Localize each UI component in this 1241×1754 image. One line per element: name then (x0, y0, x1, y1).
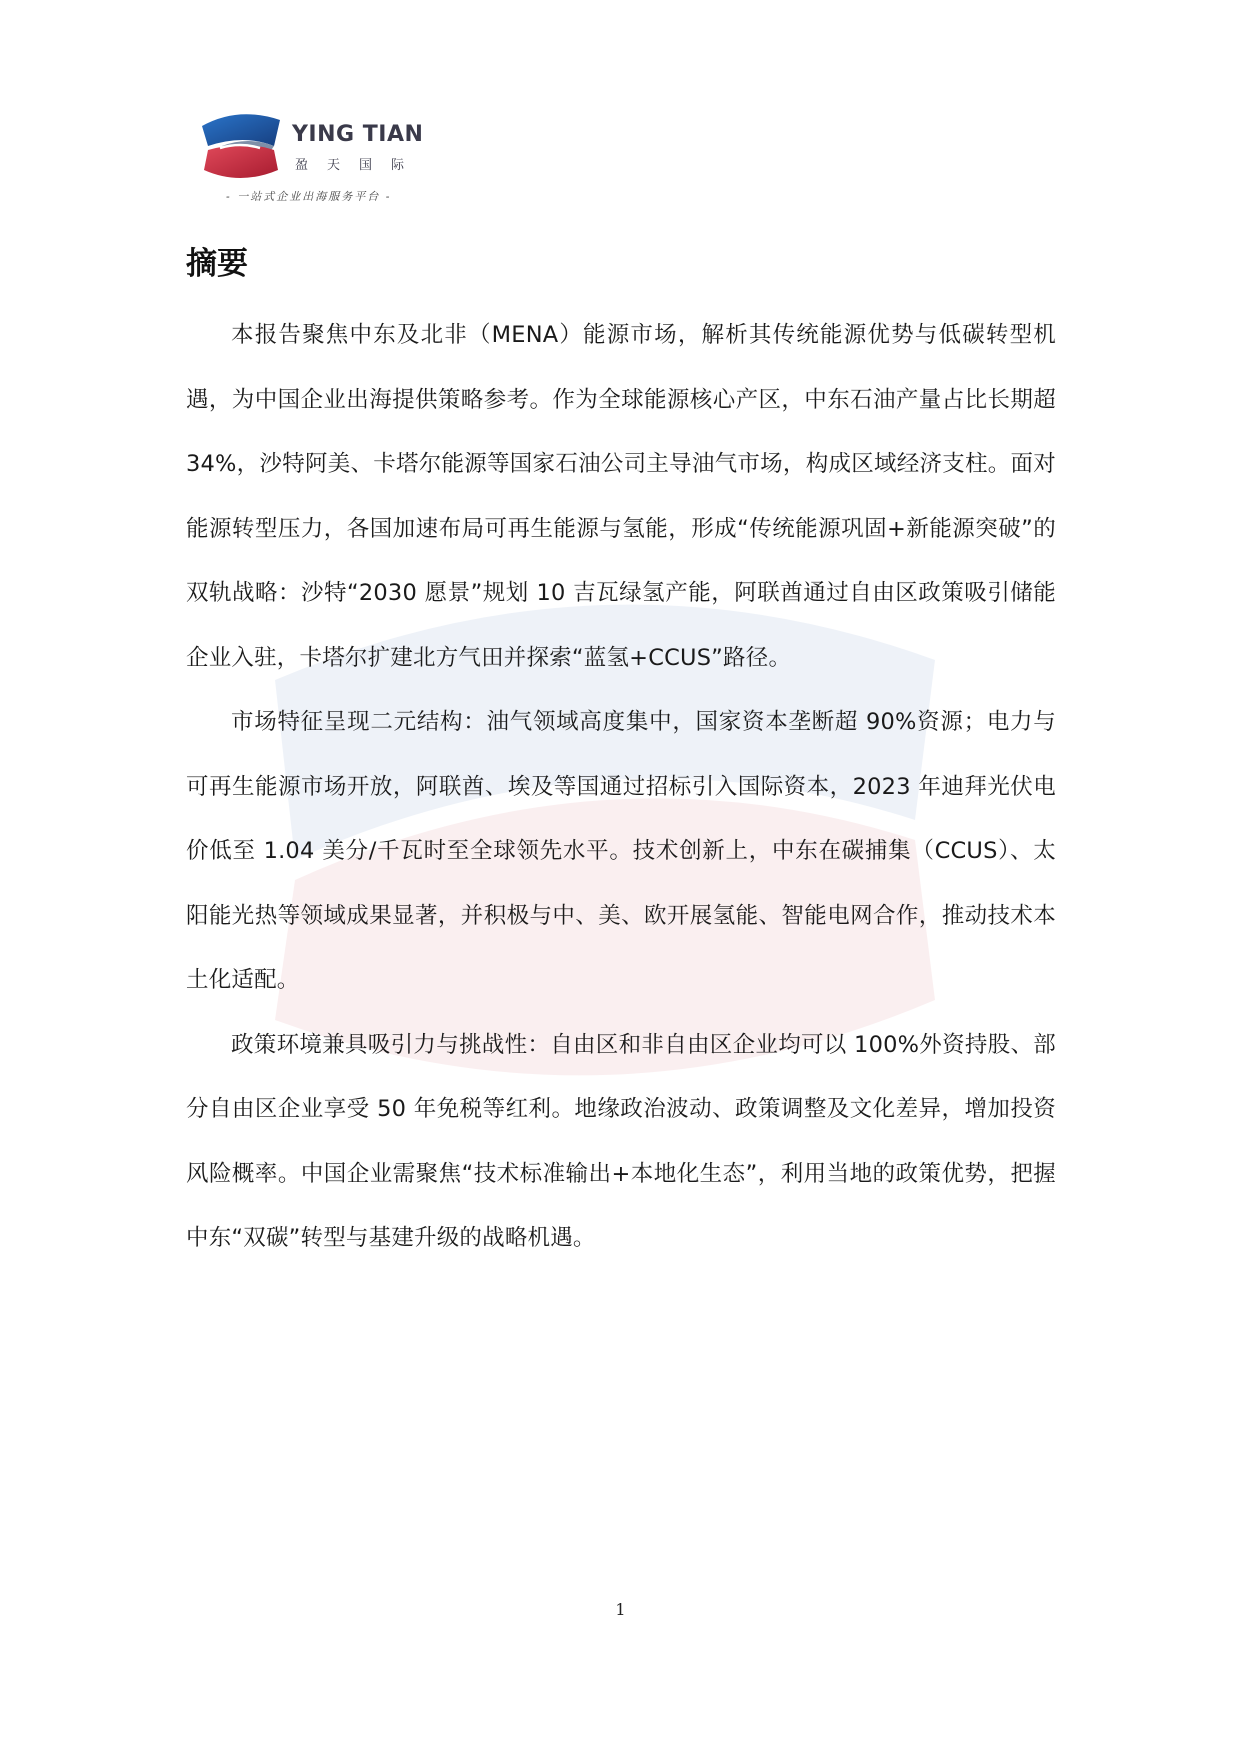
logo-english-name: YING TIAN (292, 122, 424, 147)
summary-body (186, 303, 1056, 1271)
logo-mark-icon (200, 112, 282, 180)
company-logo (200, 112, 430, 207)
section-heading: 摘要 (186, 246, 248, 282)
logo-tagline: - 一站式企业出海服务平台 - (226, 190, 392, 203)
page-number: 1 (615, 1600, 626, 1619)
logo-chinese-name: 盈天国际 (295, 158, 424, 173)
summary-paragraph-3: 政策环境兼具吸引力与挑战性：自由区和非自由区企业均可以 100%外资持股、部分自由区企业享受 50 年免税等红利。地缘政治波动、政策调整及文化差异，增加投资风险概率。中国企业需聚焦“技术标准输出+本地化生态”，利用当地的政策优势，把握中东“双碳”转型与基建升级的战略机遇。 (186, 1031, 1056, 1251)
summary-paragraph-1: 本报告聚焦中东及北非（MENA）能源市场，解析其传统能源优势与低碳转型机遇，为中国企业出海提供策略参考。作为全球能源核心产区，中东石油产量占比长期超 34%，沙特阿美、卡塔尔能源等国家石油公司主导油气市场，构成区域经济支柱。面对能源转型压力，各国加速布局可再生能源与氢能，形成“传统能源巩固+新能源突破”的双轨战略：沙特“2030 愿景”规划 10 吉瓦绿氢产能，阿联酋通过自由区政策吸引储能企业入驻，卡塔尔扩建北方气田并探索“蓝氢+CCUS”路径。 (186, 322, 1056, 671)
summary-paragraph-2: 市场特征呈现二元结构：油气领域高度集中，国家资本垄断超 90%资源；电力与可再生能源市场开放，阿联酋、埃及等国通过招标引入国际资本，2023 年迪拜光伏电价低至 1.04 美分/千瓦时至全球领先水平。技术创新上，中东在碳捕集（CCUS）、太阳能光热等领域成果显著，并积极与中、美、欧开展氢能、智能电网合作，推动技术本土化适配。 (186, 709, 1056, 993)
